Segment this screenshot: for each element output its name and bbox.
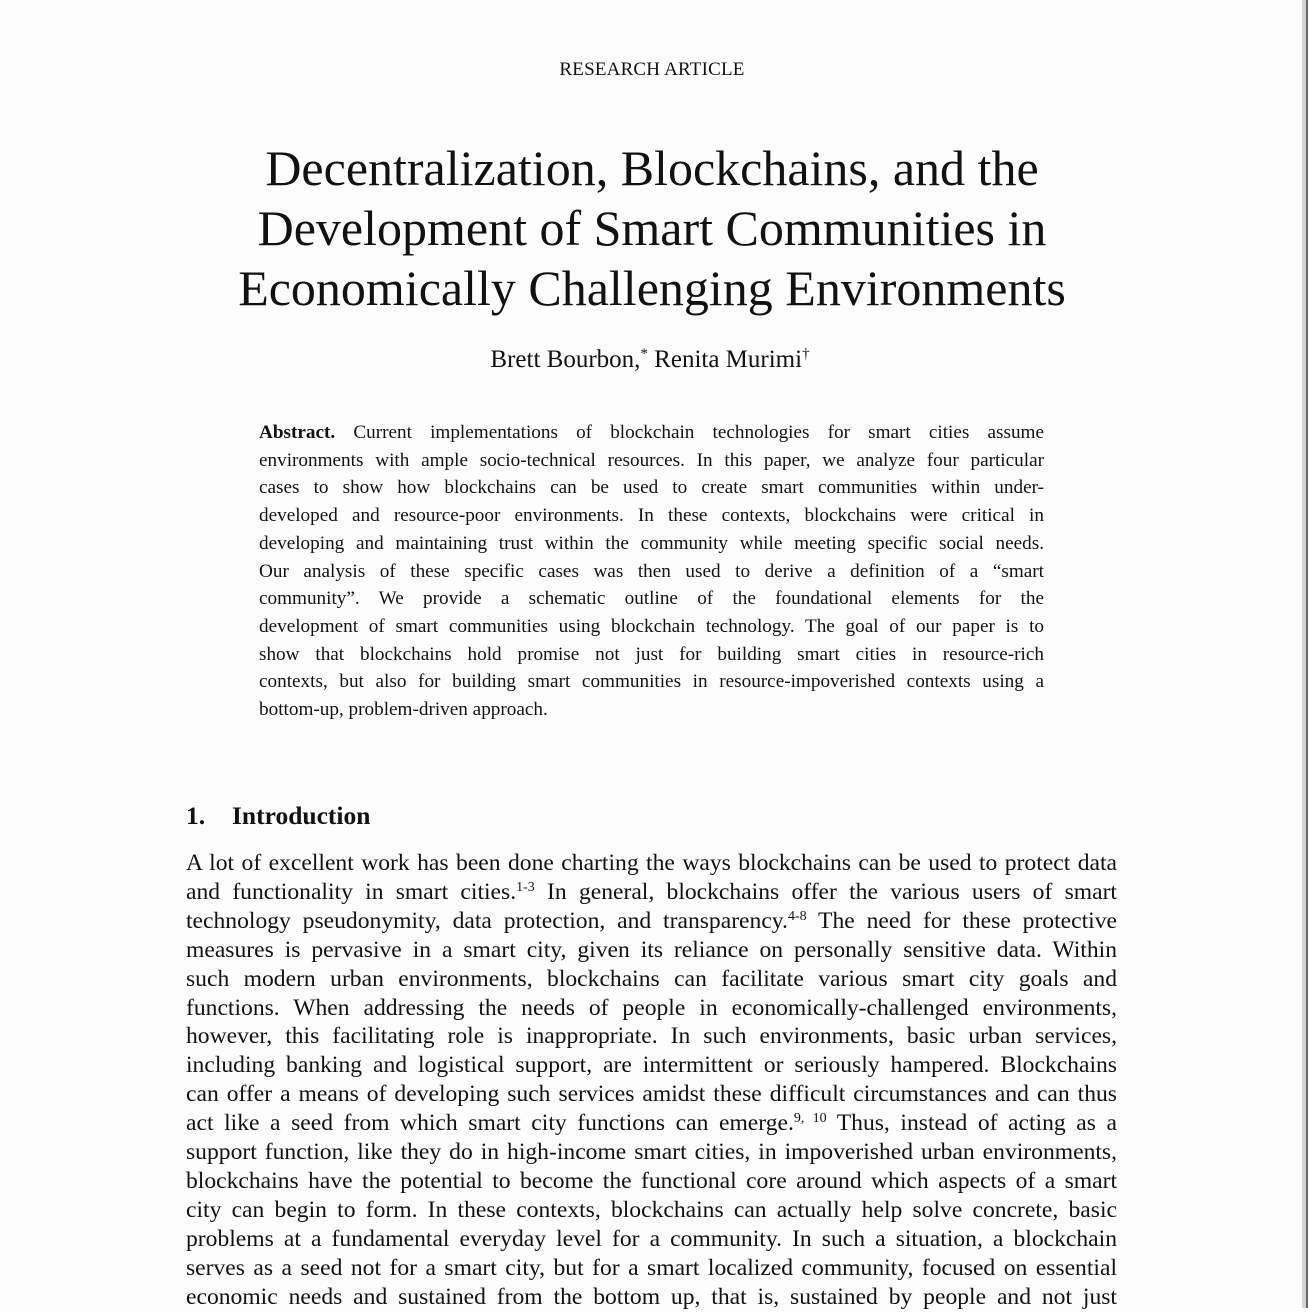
article-type-header: RESEARCH ARTICLE <box>559 59 745 80</box>
body-text <box>186 849 1117 1312</box>
section-heading <box>186 800 370 832</box>
text-line: and functionality in smart cities.$^{1-3}$ In general, blockchains offer the various users of smart <box>186 878 1117 905</box>
abstract-label: Abstract. <box>259 422 354 443</box>
text-line: city can begin to form. In these contexts, blockchains can actually help solve concrete, basic <box>186 1196 1117 1223</box>
title-line: Development of Smart Communities in <box>257 200 1047 256</box>
text-line: developing and maintaining trust within the community while meeting specific social needs. <box>259 532 1044 554</box>
author-affiliation-mark: † <box>802 346 810 362</box>
text-line: problems at a fundamental everyday level for a community. In such a situation, a blockchain <box>186 1225 1117 1252</box>
text-line: show that blockchains hold promise not just for building smart cities in resource-rich <box>259 643 1044 665</box>
text-line: Abstract. Current implementations of blockchain technologies for smart cities assume <box>259 422 1044 443</box>
text-line: support function, like they do in high-income smart cities, in impoverished urban environments, <box>186 1139 1117 1166</box>
text-line: can offer a means of developing such services amidst these difficult circumstances and can thus <box>186 1081 1117 1108</box>
text-line: development of smart communities using blockchain technology. The goal of our paper is to <box>259 615 1044 637</box>
author-affiliation-mark: * <box>640 346 648 362</box>
abstract <box>259 419 1044 724</box>
text-line: environments with ample socio-technical resources. In this paper, we analyze four particular <box>259 449 1044 471</box>
author-name: Brett Bourbon, <box>490 346 641 373</box>
text-line: such modern urban environments, blockchains can facilitate various smart city goals and <box>186 965 1117 992</box>
citation-reference[interactable]: 1-3 <box>516 879 535 895</box>
section-number: 1. <box>186 801 206 830</box>
paper-title <box>0 138 1304 318</box>
text-line: Our analysis of these specific cases was then used to derive a definition of a “smart <box>259 560 1044 582</box>
citation-reference[interactable]: 4-8 <box>787 908 807 924</box>
authors <box>0 344 1300 376</box>
text-line: A lot of excellent work has been done charting the ways blockchains can be used to protect data <box>186 850 1117 876</box>
text-line: serves as a seed not for a smart city, but for a smart localized community, focused on essential <box>186 1254 1117 1281</box>
text-line: act like a seed from which smart city functions can emerge.$^{9, 10}$ Thus, instead of acting as a <box>186 1110 1117 1137</box>
text-line: however, this facilitating role is inappropriate. In such environments, basic urban services, <box>186 1023 1117 1050</box>
title-line: Decentralization, Blockchains, and the <box>265 140 1039 196</box>
text-line: economic needs and sustained from the bottom up, that is, sustained by people and not just <box>186 1283 1117 1310</box>
text-line: functions. When addressing the needs of people in economically-challenged environments, <box>186 994 1117 1021</box>
text-line: including banking and logistical support, are intermittent or seriously hampered. Blockchains <box>186 1052 1117 1079</box>
title-line: Economically Challenging Environments <box>238 260 1066 316</box>
citation-reference[interactable]: 9, 10 <box>793 1111 827 1127</box>
text-line: bottom-up, problem-driven approach. <box>259 699 548 721</box>
text-line: blockchains have the potential to become the functional core around which aspects of a smart <box>186 1167 1117 1194</box>
author-name: Renita Murimi <box>654 346 803 373</box>
text-line: technology pseudonymity, data protection, and transparency.$^{4-8}$ The need for these protective <box>186 907 1117 934</box>
text-line: measures is pervasive in a smart city, given its reliance on personally sensitive data. Within <box>186 936 1117 963</box>
text-line: cases to show how blockchains can be used to create smart communities within under- <box>259 477 1044 499</box>
text-line: developed and resource-poor environments. In these contexts, blockchains were critical in <box>259 505 1044 527</box>
text-line: contexts, but also for building smart communities in resource-impoverished contexts using a <box>259 671 1044 693</box>
section-title: Introduction <box>232 801 371 830</box>
text-line: community”. We provide a schematic outline of the foundational elements for the <box>259 588 1044 610</box>
